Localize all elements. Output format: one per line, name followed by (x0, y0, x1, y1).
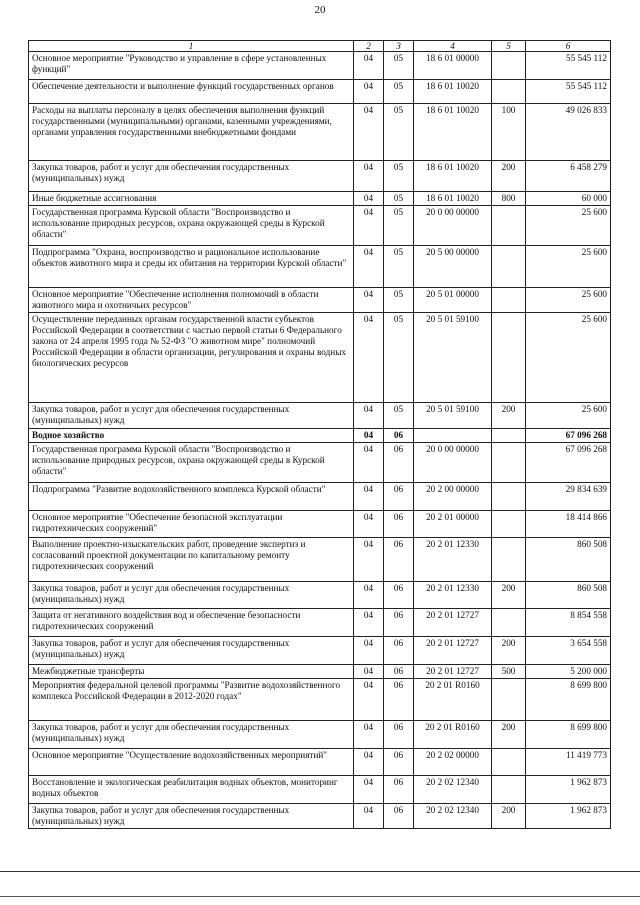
cell-section: 04 (354, 206, 384, 246)
cell-amount: 25 600 (526, 313, 611, 403)
cell-amount: 60 000 (526, 192, 611, 206)
cell-section: 04 (354, 637, 384, 665)
header-col-4: 4 (414, 41, 492, 52)
cell-target-article: 20 0 00 00000 (414, 443, 492, 483)
table-row (29, 538, 611, 582)
cell-amount: 5 200 000 (526, 665, 611, 679)
table-header-row (29, 41, 611, 52)
cell-subsection: 06 (384, 637, 414, 665)
cell-subsection: 05 (384, 313, 414, 403)
cell-target-article: 18 6 01 10020 (414, 104, 492, 161)
cell-amount: 1 962 873 (526, 804, 611, 829)
table-row (29, 609, 611, 637)
table-row (29, 443, 611, 483)
table-row (29, 246, 611, 288)
cell-name: Мероприятия федеральной целевой программы "Развитие водохозяйственного комплекса Российской Федерации в 2012-2020 годах" (29, 679, 354, 721)
cell-section: 04 (354, 609, 384, 637)
cell-name: Закупка товаров, работ и услуг для обеспечения государственных (муниципальных) нужд (29, 637, 354, 665)
cell-expense-type: 200 (492, 721, 526, 749)
cell-expense-type (492, 776, 526, 804)
cell-subsection: 06 (384, 483, 414, 511)
cell-expense-type (492, 511, 526, 538)
table-row (29, 192, 611, 206)
cell-subsection: 05 (384, 192, 414, 206)
table-row (29, 161, 611, 192)
cell-amount: 8 699 800 (526, 679, 611, 721)
cell-subsection: 06 (384, 538, 414, 582)
cell-target-article: 18 6 01 10020 (414, 161, 492, 192)
budget-table (28, 40, 611, 829)
cell-expense-type (492, 246, 526, 288)
cell-target-article: 20 5 01 59100 (414, 313, 492, 403)
cell-expense-type (492, 313, 526, 403)
cell-expense-type: 500 (492, 665, 526, 679)
cell-amount: 55 545 112 (526, 52, 611, 80)
cell-target-article: 20 2 00 00000 (414, 483, 492, 511)
table-row (29, 104, 611, 161)
table-row (29, 804, 611, 829)
cell-name: Закупка товаров, работ и услуг для обеспечения государственных (муниципальных) нужд (29, 403, 354, 429)
cell-section: 04 (354, 246, 384, 288)
cell-subsection: 06 (384, 749, 414, 776)
cell-subsection: 06 (384, 443, 414, 483)
cell-section: 04 (354, 538, 384, 582)
bottom-divider (0, 871, 640, 872)
cell-target-article: 20 5 01 59100 (414, 403, 492, 429)
cell-name: Водное хозяйство (29, 429, 354, 443)
cell-target-article: 20 2 02 12340 (414, 776, 492, 804)
cell-expense-type (492, 679, 526, 721)
cell-target-article: 20 2 01 12330 (414, 582, 492, 609)
cell-subsection: 05 (384, 206, 414, 246)
table-row (29, 665, 611, 679)
cell-section: 04 (354, 104, 384, 161)
cell-subsection: 06 (384, 429, 414, 443)
cell-amount: 25 600 (526, 246, 611, 288)
cell-expense-type: 200 (492, 637, 526, 665)
cell-amount: 1 962 873 (526, 776, 611, 804)
cell-target-article: 20 2 01 12727 (414, 665, 492, 679)
cell-subsection: 05 (384, 104, 414, 161)
table-row (29, 776, 611, 804)
cell-amount: 11 419 773 (526, 749, 611, 776)
cell-amount: 67 096 268 (526, 443, 611, 483)
cell-section: 04 (354, 429, 384, 443)
cell-subsection: 06 (384, 679, 414, 721)
cell-section: 04 (354, 582, 384, 609)
cell-expense-type (492, 749, 526, 776)
cell-section: 04 (354, 665, 384, 679)
cell-expense-type (492, 483, 526, 511)
cell-name: Межбюджетные трансферты (29, 665, 354, 679)
cell-target-article: 20 0 00 00000 (414, 206, 492, 246)
cell-subsection: 05 (384, 52, 414, 80)
table-row (29, 679, 611, 721)
cell-name: Иные бюджетные ассигнования (29, 192, 354, 206)
cell-amount: 8 699 800 (526, 721, 611, 749)
cell-name: Закупка товаров, работ и услуг для обеспечения государственных (муниципальных) нужд (29, 804, 354, 829)
table-row (29, 721, 611, 749)
cell-name: Закупка товаров, работ и услуг для обеспечения государственных (муниципальных) нужд (29, 721, 354, 749)
table-row (29, 403, 611, 429)
table-row (29, 637, 611, 665)
cell-subsection: 06 (384, 721, 414, 749)
cell-section: 04 (354, 443, 384, 483)
cell-section: 04 (354, 804, 384, 829)
cell-subsection: 06 (384, 665, 414, 679)
cell-target-article: 20 2 02 12340 (414, 804, 492, 829)
cell-name: Защита от негативного воздействия вод и обеспечение безопасности гидротехнических сооружений (29, 609, 354, 637)
cell-subsection: 06 (384, 609, 414, 637)
cell-section: 04 (354, 511, 384, 538)
cell-name: Закупка товаров, работ и услуг для обеспечения государственных (муниципальных) нужд (29, 161, 354, 192)
cell-amount: 8 854 558 (526, 609, 611, 637)
cell-expense-type: 200 (492, 403, 526, 429)
cell-target-article (414, 429, 492, 443)
cell-target-article: 20 2 01 12727 (414, 637, 492, 665)
cell-expense-type (492, 288, 526, 313)
cell-expense-type: 200 (492, 804, 526, 829)
cell-name: Выполнение проектно-изыскательских работ, проведение экспертиз и согласований проектной документации по капитальному ремонту гидротехнических сооружений (29, 538, 354, 582)
cell-section: 04 (354, 192, 384, 206)
cell-expense-type (492, 443, 526, 483)
cell-expense-type (492, 80, 526, 104)
header-col-3: 3 (384, 41, 414, 52)
cell-name: Основное мероприятие "Обеспечение исполнения полномочий в области животного мира и охотничьих ресурсов" (29, 288, 354, 313)
cell-amount: 18 414 866 (526, 511, 611, 538)
cell-expense-type: 200 (492, 161, 526, 192)
cell-name: Подпрограмма "Развитие водохозяйственного комплекса Курской области" (29, 483, 354, 511)
cell-section: 04 (354, 679, 384, 721)
cell-section: 04 (354, 288, 384, 313)
cell-subsection: 06 (384, 582, 414, 609)
cell-name: Обеспечение деятельности и выполнение функций государственных органов (29, 80, 354, 104)
cell-expense-type: 800 (492, 192, 526, 206)
cell-amount: 29 834 639 (526, 483, 611, 511)
header-col-2: 2 (354, 41, 384, 52)
cell-subsection: 05 (384, 246, 414, 288)
cell-name: Подпрограмма "Охрана, воспроизводство и рациональное использование объектов животного мира и среды их обитания на территории Курской области" (29, 246, 354, 288)
table-row (29, 288, 611, 313)
cell-name: Расходы на выплаты персоналу в целях обеспечения выполнения функций государственными (муниципальными) органами, казенными учреждениями, органами управления государственными внебюджетными фондами (29, 104, 354, 161)
cell-name: Основное мероприятие "Осуществление водохозяйственных мероприятий" (29, 749, 354, 776)
cell-section: 04 (354, 483, 384, 511)
cell-section: 04 (354, 403, 384, 429)
cell-amount: 67 096 268 (526, 429, 611, 443)
cell-subsection: 06 (384, 511, 414, 538)
table-row (29, 483, 611, 511)
cell-name: Государственная программа Курской области "Воспроизводство и использование природных ресурсов, охрана окружающей среды в Курской области" (29, 443, 354, 483)
table-row (29, 313, 611, 403)
cell-expense-type: 100 (492, 104, 526, 161)
cell-amount: 25 600 (526, 206, 611, 246)
table-row (29, 749, 611, 776)
cell-name: Основное мероприятие "Обеспечение безопасной эксплуатации гидротехнических сооружений" (29, 511, 354, 538)
cell-expense-type (492, 429, 526, 443)
cell-amount: 860 508 (526, 538, 611, 582)
cell-target-article: 20 5 01 00000 (414, 288, 492, 313)
cell-amount: 25 600 (526, 403, 611, 429)
cell-subsection: 06 (384, 776, 414, 804)
cell-subsection: 05 (384, 403, 414, 429)
page-number: 20 (314, 4, 326, 16)
cell-target-article: 18 6 01 00000 (414, 52, 492, 80)
cell-expense-type (492, 52, 526, 80)
cell-amount: 860 508 (526, 582, 611, 609)
cell-target-article: 20 2 01 R0160 (414, 721, 492, 749)
cell-target-article: 20 2 01 12330 (414, 538, 492, 582)
cell-target-article: 20 2 01 12727 (414, 609, 492, 637)
cell-target-article: 20 2 01 00000 (414, 511, 492, 538)
cell-section: 04 (354, 313, 384, 403)
header-col-6: 6 (526, 41, 611, 52)
table-row (29, 52, 611, 80)
cell-target-article: 18 6 01 10020 (414, 192, 492, 206)
cell-expense-type (492, 609, 526, 637)
cell-section: 04 (354, 52, 384, 80)
cell-expense-type (492, 538, 526, 582)
cell-amount: 25 600 (526, 288, 611, 313)
cell-name: Государственная программа Курской области "Воспроизводство и использование природных ресурсов, охрана окружающей среды в Курской области" (29, 206, 354, 246)
cell-section: 04 (354, 776, 384, 804)
cell-amount: 49 026 833 (526, 104, 611, 161)
header-col-5: 5 (492, 41, 526, 52)
cell-name: Основное мероприятие "Руководство и управление в сфере установленных функций" (29, 52, 354, 80)
cell-section: 04 (354, 161, 384, 192)
table-row (29, 511, 611, 538)
table-row (29, 206, 611, 246)
cell-target-article: 20 5 00 00000 (414, 246, 492, 288)
cell-subsection: 05 (384, 161, 414, 192)
cell-expense-type: 200 (492, 582, 526, 609)
cell-amount: 6 458 279 (526, 161, 611, 192)
table-row (29, 582, 611, 609)
cell-subsection: 05 (384, 288, 414, 313)
cell-name: Закупка товаров, работ и услуг для обеспечения государственных (муниципальных) нужд (29, 582, 354, 609)
table-row (29, 80, 611, 104)
cell-target-article: 18 6 01 10020 (414, 80, 492, 104)
header-col-1: 1 (29, 41, 354, 52)
cell-section: 04 (354, 721, 384, 749)
bottom-divider-2 (0, 896, 640, 897)
table-row (29, 429, 611, 443)
cell-section: 04 (354, 749, 384, 776)
cell-name: Осуществление переданных органам государственной власти субъектов Российской Федерации в соответствии с частью первой статьи 6 Федерального закона от 24 апреля 1995 года № 52-ФЗ "О животном мире" полномочий Российской Федерации в области организации, регулирования и охраны водных биологических ресурсов (29, 313, 354, 403)
cell-amount: 55 545 112 (526, 80, 611, 104)
cell-subsection: 05 (384, 80, 414, 104)
cell-name: Восстановление и экологическая реабилитация водных объектов, мониторинг водных объектов (29, 776, 354, 804)
cell-target-article: 20 2 02 00000 (414, 749, 492, 776)
cell-target-article: 20 2 01 R0160 (414, 679, 492, 721)
cell-section: 04 (354, 80, 384, 104)
cell-subsection: 06 (384, 804, 414, 829)
cell-expense-type (492, 206, 526, 246)
cell-amount: 3 654 558 (526, 637, 611, 665)
